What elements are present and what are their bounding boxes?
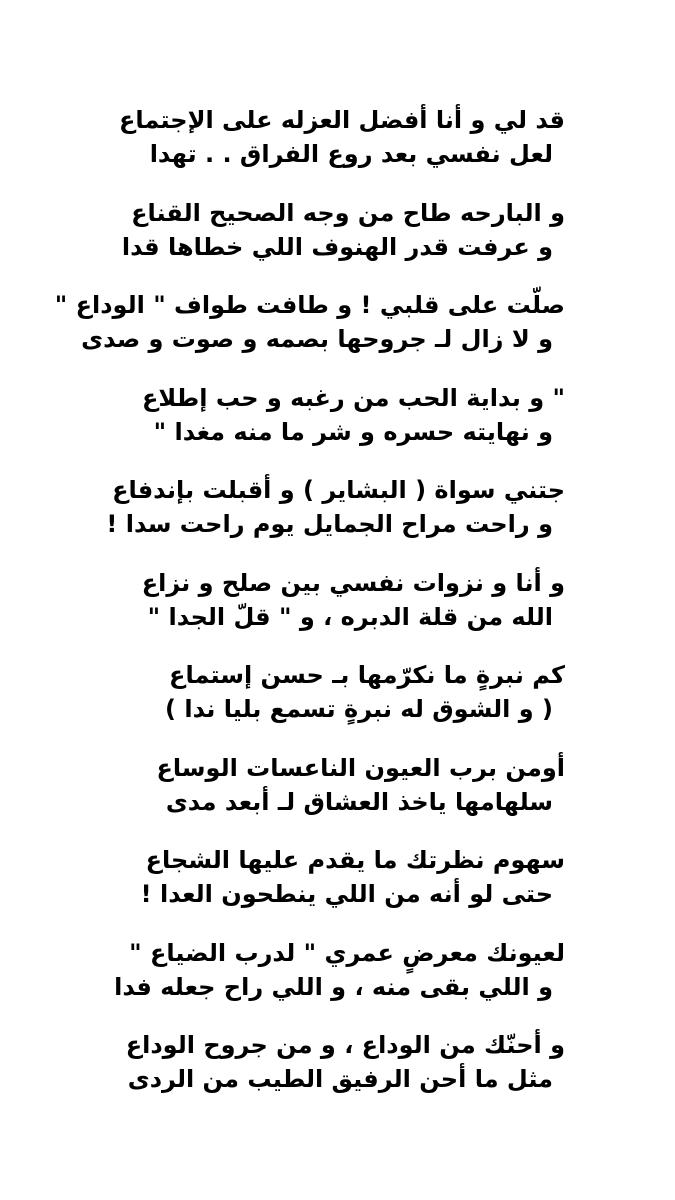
stanza-6 xyxy=(60,566,565,659)
poem-line: مثل ما أحن الرفيق الطيب من الردى xyxy=(127,1065,553,1093)
poem-line: أومن برب العيون الناعسات الوساع xyxy=(156,753,565,782)
poem-line: و البارحه طاح من وجه الصحيح القناع xyxy=(131,198,565,227)
poem-line: قد لي و أنا أفضل العزله على الإجتماع xyxy=(119,106,565,134)
stanza-8 xyxy=(60,751,565,844)
poem-body xyxy=(54,103,565,1121)
stanza-4 xyxy=(60,381,565,474)
poem-line: كم نبرةٍ ما نكرّمها بـ حسن إستماع xyxy=(169,661,565,689)
stanza-1 xyxy=(60,103,565,196)
stanza-3 xyxy=(54,288,565,381)
poem-line: ( و الشوق له نبرةٍ تسمع بليا ندا ) xyxy=(165,695,553,723)
poem-line: حتى لو أنه من اللي ينطحون العدا ! xyxy=(140,880,553,908)
poem-line: و عرفت قدر الهنوف اللي خطاها قدا xyxy=(121,232,553,261)
poem-line: الله من قلة الدبره ، و " قلّ الجدا " xyxy=(147,602,553,631)
poem-line: " و بداية الحب من رغبه و حب إطلاع xyxy=(142,383,565,412)
poem-line: سهوم نظرتك ما يقدم عليها الشجاع xyxy=(145,846,565,874)
stanza-7 xyxy=(60,658,565,751)
poem-line: جتني سواة ( البشاير ) و أقبلت بإندفاع xyxy=(112,476,565,504)
poem-line: صلّت على قلبي ! و طافت طواف " الوداع " xyxy=(54,291,565,319)
poem-line: سلهامها ياخذ العشاق لـ أبعد مدى xyxy=(165,787,553,816)
poem-line: و أحنّك من الوداع ، و من جروح الوداع xyxy=(125,1031,565,1059)
stanza-5 xyxy=(60,473,565,566)
poem-line: و راحت مراح الجمايل يوم راحت سدا ! xyxy=(106,510,553,538)
poem-line: و أنا و نزوات نفسي بين صلح و نزاع xyxy=(141,568,565,597)
poem-line: و لا زال لـ جروحها بصمه و صوت و صدى xyxy=(81,325,553,353)
stanza-10 xyxy=(60,936,565,1029)
stanza-9 xyxy=(60,843,565,936)
stanza-11 xyxy=(60,1028,565,1121)
poem-line: لعيونك معرضٍ عمري " لدرب الضياع " xyxy=(129,938,565,967)
poem-line: و اللي بقى منه ، و اللي راح جعله فدا xyxy=(114,972,553,1001)
poem-line: و نهايته حسره و شر ما منه مغدا " xyxy=(153,417,553,446)
poem-line: لعل نفسي بعد روع الفراق . . تهدا xyxy=(149,140,553,168)
stanza-2 xyxy=(60,196,565,289)
